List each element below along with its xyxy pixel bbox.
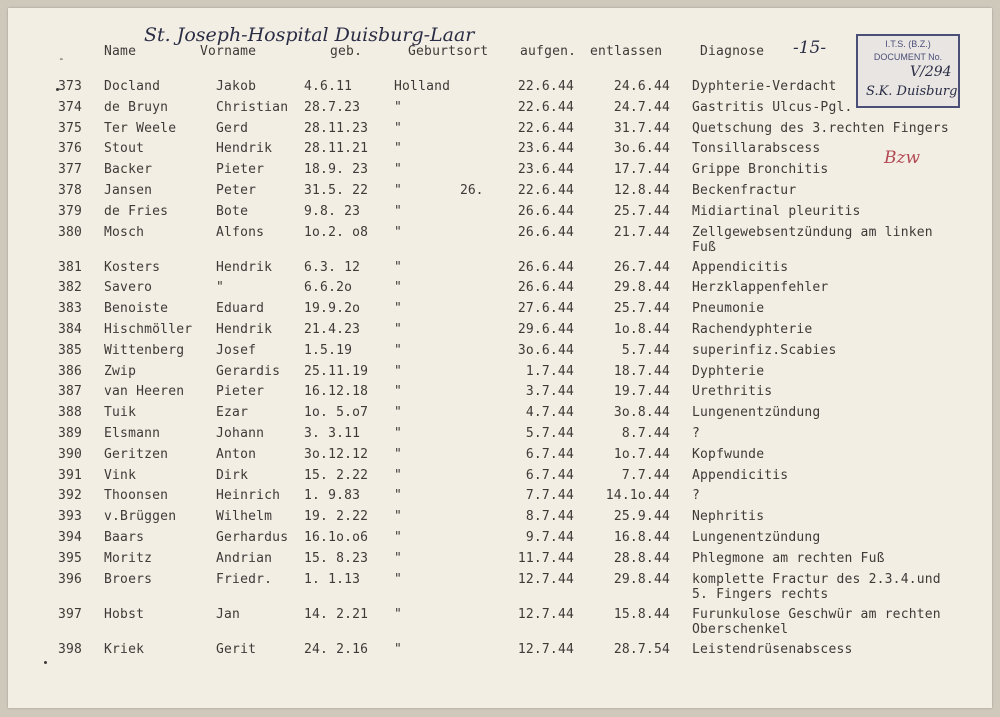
table-row bbox=[8, 468, 992, 488]
row-geb: 28.11.21 bbox=[304, 141, 369, 157]
row-entlassen: 29.8.44 bbox=[613, 280, 670, 296]
row-diagnose-continued: Fuß bbox=[692, 239, 717, 255]
row-diagnose: superinfiz.Scabies bbox=[692, 342, 837, 358]
row-geburtsort: " bbox=[394, 488, 403, 504]
row-entlassen: 19.7.44 bbox=[613, 384, 670, 400]
row-diagnose: Dyphterie-Verdacht bbox=[692, 79, 837, 94]
row-geburtsort: " bbox=[394, 550, 403, 566]
row-name: de Bruyn bbox=[104, 99, 169, 115]
row-name: Backer bbox=[104, 162, 153, 178]
row-diagnose: Lungenentzündung bbox=[692, 530, 821, 545]
row-aufgen: 22.6.44 bbox=[517, 79, 574, 94]
row-geburtsort: " bbox=[394, 509, 403, 525]
row-diagnose: Lungenentzündung bbox=[692, 405, 821, 421]
row-aufgen: 12.7.44 bbox=[517, 571, 574, 587]
row-entlassen: 1o.7.44 bbox=[613, 446, 670, 462]
row-vorname: Gerardis bbox=[216, 363, 281, 379]
row-entlassen: 18.7.44 bbox=[613, 363, 670, 379]
row-number: 395 bbox=[58, 550, 83, 566]
row-aufgen: 3.7.44 bbox=[525, 384, 574, 400]
row-vorname: Hendrik bbox=[216, 322, 273, 337]
row-diagnose: Appendicitis bbox=[692, 259, 789, 275]
row-vorname: Christian bbox=[216, 99, 289, 115]
row-geb: 9.8. 23 bbox=[304, 203, 361, 219]
row-geburtsort: " bbox=[394, 183, 403, 198]
row-vorname: Friedr. bbox=[216, 571, 273, 587]
row-vorname: Hendrik bbox=[216, 259, 273, 275]
row-entlassen: 8.7.44 bbox=[621, 426, 670, 441]
table-row bbox=[8, 364, 992, 384]
row-diagnose-continued: Oberschenkel bbox=[692, 621, 789, 637]
table-row bbox=[8, 322, 992, 342]
row-name: Ter Weele bbox=[104, 120, 177, 136]
row-number: 391 bbox=[58, 467, 83, 483]
row-diagnose: Quetschung des 3.rechten Fingers bbox=[692, 120, 949, 136]
row-name: Savero bbox=[104, 280, 153, 296]
row-diagnose: Herzklappenfehler bbox=[692, 280, 829, 296]
row-name: Hischmöller bbox=[104, 322, 193, 337]
row-vorname: Dirk bbox=[216, 467, 249, 483]
table-row bbox=[8, 509, 992, 529]
row-vorname: Gerd bbox=[216, 120, 249, 136]
row-vorname: Jan bbox=[216, 606, 241, 622]
row-geb: 15. 2.22 bbox=[304, 467, 369, 483]
row-geburtsort: " bbox=[394, 641, 403, 657]
row-number: 387 bbox=[58, 384, 83, 400]
row-name: v.Brüggen bbox=[104, 509, 177, 525]
row-name: Stout bbox=[104, 141, 145, 157]
row-diagnose-continued: 5. Fingers rechts bbox=[692, 586, 829, 602]
row-geburtsort: Holland bbox=[394, 79, 451, 94]
row-aufgen: 6.7.44 bbox=[525, 446, 574, 462]
row-geb: 6.3. 12 bbox=[304, 259, 361, 275]
row-aufgen: 26.6.44 bbox=[517, 203, 574, 219]
row-number: 377 bbox=[58, 162, 83, 178]
row-diagnose: ? bbox=[692, 426, 701, 441]
row-vorname: Wilhelm bbox=[216, 509, 273, 525]
table-row bbox=[8, 551, 992, 571]
row-geburtsort: " bbox=[394, 446, 403, 462]
row-aufgen: 4.7.44 bbox=[525, 405, 574, 421]
row-name: Thoonsen bbox=[104, 488, 169, 504]
row-geb: 4.6.11 bbox=[304, 79, 353, 94]
column-header-diagnose: Diagnose bbox=[700, 44, 765, 59]
row-vorname: Bote bbox=[216, 203, 249, 219]
table-row bbox=[8, 79, 992, 99]
hospital-heading: St. Joseph-Hospital Duisburg-Laar bbox=[144, 24, 475, 46]
table-row bbox=[8, 301, 992, 321]
row-vorname: Pieter bbox=[216, 384, 265, 400]
row-geb: 1.5.19 bbox=[304, 342, 353, 358]
table-row bbox=[8, 100, 992, 120]
table-row bbox=[8, 141, 992, 161]
row-geburtsort: " bbox=[394, 322, 403, 337]
row-geburtsort: " bbox=[394, 280, 403, 296]
row-aufgen: 22.6.44 bbox=[517, 120, 574, 136]
row-aufgen: 8.7.44 bbox=[525, 509, 574, 525]
stamp-document-number: V/294 bbox=[910, 64, 952, 80]
row-vorname: Jakob bbox=[216, 79, 257, 94]
row-aufgen: 9.7.44 bbox=[525, 530, 574, 545]
row-name: van Heeren bbox=[104, 384, 185, 400]
row-entlassen: 15.8.44 bbox=[613, 606, 670, 622]
row-geb: 6.6.2o bbox=[304, 280, 353, 296]
column-header-entlassen: entlassen bbox=[590, 44, 663, 59]
row-name: Kosters bbox=[104, 259, 161, 275]
stamp-location: S.K. Duisburg bbox=[866, 84, 958, 99]
row-number: 374 bbox=[58, 99, 83, 115]
row-geburtsort: " bbox=[394, 467, 403, 483]
row-vorname: Ezar bbox=[216, 405, 249, 421]
row-geb: 1o. 5.o7 bbox=[304, 405, 369, 421]
row-vorname: Gerhardus bbox=[216, 530, 289, 545]
row-entlassen: 24.6.44 bbox=[613, 79, 670, 94]
row-name: Wittenberg bbox=[104, 342, 185, 358]
row-geburtsort: " bbox=[394, 571, 403, 587]
table-row bbox=[8, 405, 992, 425]
row-aufgen: 6.7.44 bbox=[525, 467, 574, 483]
row-number: 396 bbox=[58, 571, 83, 587]
column-header-name: Name bbox=[104, 44, 137, 59]
row-diagnose: Urethritis bbox=[692, 384, 773, 400]
row-number: 379 bbox=[58, 203, 83, 219]
row-number: 385 bbox=[58, 342, 83, 358]
row-geb: 28.11.23 bbox=[304, 120, 369, 136]
row-number: 394 bbox=[58, 530, 83, 545]
row-diagnose: Furunkulose Geschwür am rechten bbox=[692, 606, 941, 622]
row-geb: 19.9.2o bbox=[304, 301, 361, 317]
row-geburtsort: " bbox=[394, 99, 403, 115]
row-entlassen: 28.8.44 bbox=[613, 550, 670, 566]
table-row bbox=[8, 260, 992, 280]
table-row bbox=[8, 488, 992, 508]
row-geb: 1o.2. o8 bbox=[304, 224, 369, 240]
row-entlassen: 17.7.44 bbox=[613, 162, 670, 178]
row-geburtsort: " bbox=[394, 405, 403, 421]
table-row bbox=[8, 606, 992, 637]
row-vorname: Gerit bbox=[216, 641, 257, 657]
table-row bbox=[8, 642, 992, 662]
row-name: Baars bbox=[104, 530, 145, 545]
row-diagnose: Phlegmone am rechten Fuß bbox=[692, 550, 885, 566]
table-row bbox=[8, 224, 992, 255]
row-entlassen: 26.7.44 bbox=[613, 259, 670, 275]
row-entlassen: 3o.8.44 bbox=[613, 405, 670, 421]
row-vorname: Eduard bbox=[216, 301, 265, 317]
row-vorname: Pieter bbox=[216, 162, 265, 178]
row-diagnose: Dyphterie bbox=[692, 363, 765, 379]
row-aufgen: 29.6.44 bbox=[517, 322, 574, 337]
row-number: 380 bbox=[58, 224, 83, 240]
row-geb: 21.4.23 bbox=[304, 322, 361, 337]
row-aufgen: 22.6.44 bbox=[517, 99, 574, 115]
row-number: 375 bbox=[58, 120, 83, 136]
row-aufgen: 23.6.44 bbox=[517, 141, 574, 157]
row-entlassen: 7.7.44 bbox=[621, 467, 670, 483]
row-diagnose: komplette Fractur des 2.3.4.und bbox=[692, 571, 941, 587]
row-number: 384 bbox=[58, 322, 83, 337]
table-row bbox=[8, 183, 992, 203]
table-row bbox=[8, 571, 992, 602]
row-geb: 16.1o.o6 bbox=[304, 530, 369, 545]
row-vorname: " bbox=[216, 280, 225, 296]
row-geb: 1. 1.13 bbox=[304, 571, 361, 587]
row-vorname: Hendrik bbox=[216, 141, 273, 157]
row-geburtsort: " bbox=[394, 384, 403, 400]
row-number: 388 bbox=[58, 405, 83, 421]
row-geb: 19. 2.22 bbox=[304, 509, 369, 525]
row-geb: 3. 3.11 bbox=[304, 426, 361, 441]
row-number: 392 bbox=[58, 488, 83, 504]
row-diagnose: Gastritis Ulcus-Pgl. bbox=[692, 99, 853, 115]
row-diagnose: Beckenfractur bbox=[692, 183, 797, 198]
row-diagnose: ? bbox=[692, 488, 701, 504]
row-entlassen: 21.7.44 bbox=[613, 224, 670, 240]
row-diagnose: Leistendrüsenabscess bbox=[692, 641, 853, 657]
row-geb: 3o.12.12 bbox=[304, 446, 369, 462]
table-row bbox=[8, 343, 992, 363]
row-number: 386 bbox=[58, 363, 83, 379]
row-geb: 1. 9.83 bbox=[304, 488, 361, 504]
row-entlassen: 29.8.44 bbox=[613, 571, 670, 587]
row-entlassen: 25.7.44 bbox=[613, 203, 670, 219]
row-entlassen: 16.8.44 bbox=[613, 530, 670, 545]
table-row bbox=[8, 530, 992, 550]
row-aufgen: 26.6.44 bbox=[517, 280, 574, 296]
row-aufgen: 3o.6.44 bbox=[517, 342, 574, 358]
row-diagnose: Tonsillarabscess bbox=[692, 141, 821, 157]
row-entlassen: 14.1o.44 bbox=[605, 488, 670, 504]
document-page bbox=[8, 8, 992, 708]
row-geb: 25.11.19 bbox=[304, 363, 369, 379]
row-vorname: Alfons bbox=[216, 224, 265, 240]
row-name: Elsmann bbox=[104, 426, 161, 441]
row-name: Docland bbox=[104, 79, 161, 94]
stamp-line-1: I.T.S. (B.Z.) bbox=[885, 39, 931, 49]
row-geb: 31.5. 22 bbox=[304, 183, 369, 198]
row-entlassen: 3o.6.44 bbox=[613, 141, 670, 157]
row-geburtsort: " bbox=[394, 259, 403, 275]
row-geburtsort: " bbox=[394, 363, 403, 379]
row-aufgen: 1.7.44 bbox=[525, 363, 574, 379]
row-aufgen: 5.7.44 bbox=[525, 426, 574, 441]
row-geburtsort: " bbox=[394, 606, 403, 622]
row-aufgen: 11.7.44 bbox=[517, 550, 574, 566]
row-name: Geritzen bbox=[104, 446, 169, 462]
row-geburtsort: " bbox=[394, 224, 403, 240]
row-vorname: Josef bbox=[216, 342, 257, 358]
table-row bbox=[8, 121, 992, 141]
row-geburtsort: " bbox=[394, 203, 403, 219]
stamp-line-2: DOCUMENT No. bbox=[873, 52, 943, 62]
row-name: Zwip bbox=[104, 363, 137, 379]
column-header-geburtsort: Geburtsort bbox=[408, 44, 489, 59]
row-aufgen: 27.6.44 bbox=[517, 301, 574, 317]
row-vorname: Anton bbox=[216, 446, 257, 462]
row-name: Mosch bbox=[104, 224, 145, 240]
page-number: -15- bbox=[793, 38, 827, 58]
row-number: 383 bbox=[58, 301, 83, 317]
row-geburtsort: " bbox=[394, 120, 403, 136]
row-geburtsort: " bbox=[394, 162, 403, 178]
row-geb: 24. 2.16 bbox=[304, 641, 369, 657]
row-number: 373 bbox=[58, 79, 83, 94]
row-geb: 18.9. 23 bbox=[304, 162, 369, 178]
row-aufgen: 7.7.44 bbox=[525, 488, 574, 504]
row-entlassen: 24.7.44 bbox=[613, 99, 670, 115]
row-diagnose: Midiartinal pleuritis bbox=[692, 203, 861, 219]
row-diagnose: Zellgewebsentzündung am linken bbox=[692, 224, 933, 240]
column-header-vorname: Vorname bbox=[200, 44, 257, 59]
row-geburtsort: " bbox=[394, 530, 403, 545]
row-aufgen: 12.7.44 bbox=[517, 641, 574, 657]
column-header-aufgen: aufgen. bbox=[520, 44, 577, 59]
row-entlassen: 28.7.54 bbox=[613, 641, 670, 657]
row-aufgen: 22.6.44 bbox=[517, 183, 574, 198]
table-row bbox=[8, 426, 992, 446]
row-number: 378 bbox=[58, 183, 83, 198]
table-row bbox=[8, 162, 992, 182]
row-name: Broers bbox=[104, 571, 153, 587]
row-number: 397 bbox=[58, 606, 83, 622]
row-entlassen: 1o.8.44 bbox=[613, 322, 670, 337]
row-number: 376 bbox=[58, 141, 83, 157]
row-geb: 14. 2.21 bbox=[304, 606, 369, 622]
row-vorname: Heinrich bbox=[216, 488, 281, 504]
margin-dash: - bbox=[58, 52, 65, 65]
column-header-geb: geb. bbox=[330, 44, 363, 59]
row-aufgen-correction: 26. bbox=[460, 183, 484, 198]
row-number: 389 bbox=[58, 426, 83, 441]
row-number: 393 bbox=[58, 509, 83, 525]
row-vorname: Peter bbox=[216, 183, 257, 198]
row-diagnose: Rachendyphterie bbox=[692, 322, 813, 337]
row-geb: 28.7.23 bbox=[304, 99, 361, 115]
row-geburtsort: " bbox=[394, 342, 403, 358]
row-name: Kriek bbox=[104, 641, 145, 657]
row-geb: 16.12.18 bbox=[304, 384, 369, 400]
row-entlassen: 12.8.44 bbox=[613, 183, 670, 198]
table-row bbox=[8, 204, 992, 224]
row-name: Benoiste bbox=[104, 301, 169, 317]
row-entlassen: 25.7.44 bbox=[613, 301, 670, 317]
row-diagnose: Pneumonie bbox=[692, 301, 765, 317]
row-number: 382 bbox=[58, 280, 83, 296]
table-row bbox=[8, 447, 992, 467]
row-geburtsort: " bbox=[394, 141, 403, 157]
table-row bbox=[8, 384, 992, 404]
row-aufgen: 12.7.44 bbox=[517, 606, 574, 622]
row-diagnose: Grippe Bronchitis bbox=[692, 162, 829, 178]
row-number: 381 bbox=[58, 259, 83, 275]
red-annotation: Bzw bbox=[884, 148, 921, 168]
row-name: Hobst bbox=[104, 606, 145, 622]
row-diagnose: Nephritis bbox=[692, 509, 765, 525]
row-vorname: Andrian bbox=[216, 550, 273, 566]
row-name: Tuik bbox=[104, 405, 137, 421]
row-geb: 15. 8.23 bbox=[304, 550, 369, 566]
row-name: de Fries bbox=[104, 203, 169, 219]
row-entlassen: 5.7.44 bbox=[621, 342, 670, 358]
row-vorname: Johann bbox=[216, 426, 265, 441]
row-aufgen: 26.6.44 bbox=[517, 259, 574, 275]
row-number: 390 bbox=[58, 446, 83, 462]
row-geburtsort: " bbox=[394, 426, 403, 441]
row-diagnose: Kopfwunde bbox=[692, 446, 765, 462]
row-name: Jansen bbox=[104, 183, 153, 198]
row-name: Moritz bbox=[104, 550, 153, 566]
row-geburtsort: " bbox=[394, 301, 403, 317]
row-name: Vink bbox=[104, 467, 137, 483]
row-aufgen: 23.6.44 bbox=[517, 162, 574, 178]
row-entlassen: 31.7.44 bbox=[613, 120, 670, 136]
table-row bbox=[8, 280, 992, 300]
row-number: 398 bbox=[58, 641, 83, 657]
row-diagnose: Appendicitis bbox=[692, 467, 789, 483]
row-entlassen: 25.9.44 bbox=[613, 509, 670, 525]
row-aufgen: 26.6.44 bbox=[517, 224, 574, 240]
